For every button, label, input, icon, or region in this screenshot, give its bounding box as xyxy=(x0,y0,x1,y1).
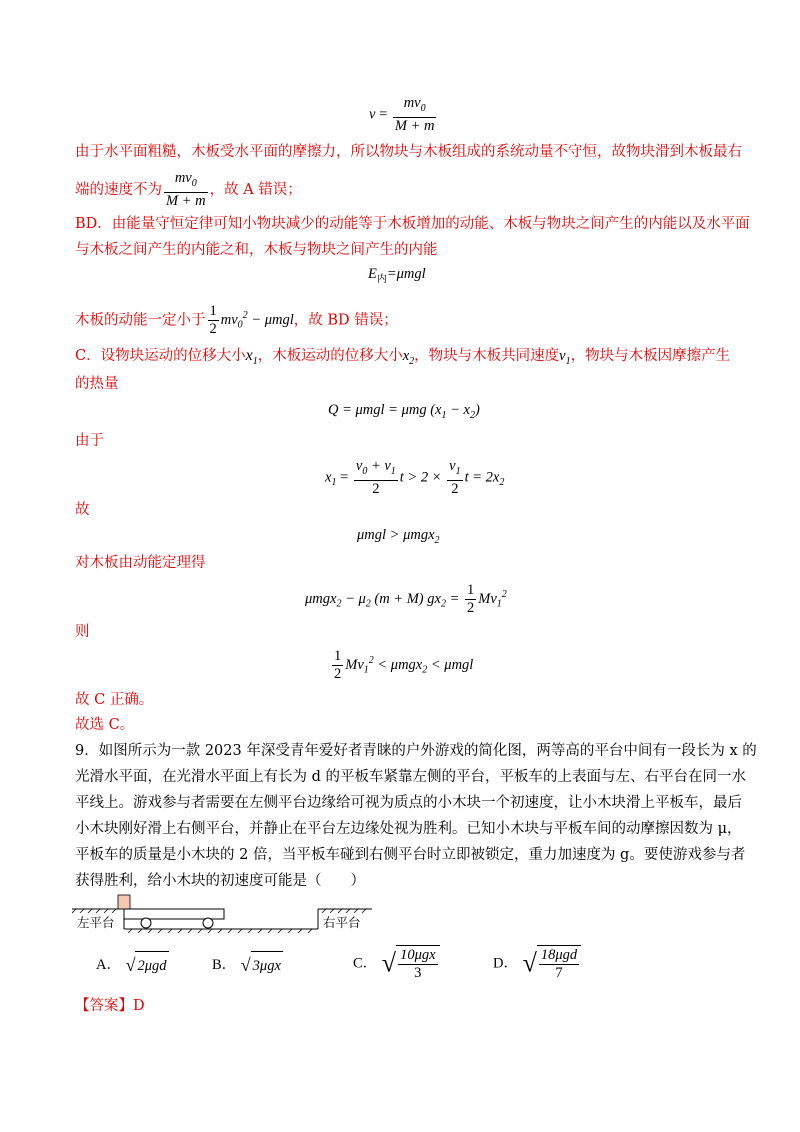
game-figure xyxy=(72,893,372,933)
sqrt-expression: √ 2μgd xyxy=(126,951,169,979)
fraction: $\frac{1}{2}$ xyxy=(209,303,217,337)
paragraph-line: 由于水平面粗糙，木板受水平面的摩擦力，所以物块与木板组成的系统动量不守恒，故物块滑到木板最右 xyxy=(75,144,742,160)
option-c[interactable]: C． √ $\frac{\text{10μgx}}{3}$ xyxy=(353,945,440,982)
question-line: 平板车的质量是小木块的 2 倍，当平板车碰到右侧平台时立即被锁定，重力加速度为 g。要使游戏参与者 xyxy=(75,847,746,863)
fraction: $\frac{mv_0}{M + m}$ xyxy=(394,95,435,134)
question-line: 9．如图所示为一款 2023 年深受青年爱好者青睐的户外游戏的简化图，两等高的平台中间有一段长为 x 的 xyxy=(75,743,757,759)
left-platform-label: 左平台 xyxy=(77,915,115,930)
right-platform-label: 右平台 xyxy=(323,915,361,930)
sqrt-expression: √ $\frac{\text{18μgd}}{7}$ xyxy=(523,945,582,982)
fraction: $\frac{v_0 + v_1}{2}$ xyxy=(355,458,396,497)
option-b[interactable]: B． √ 3μgx xyxy=(212,951,283,979)
question-line: 获得胜利，给小木块的初速度可能是（ ） xyxy=(75,873,365,889)
paragraph-line: C．设物块运动的位移大小$x_1$，木板运动的位移大小$x_2$，物块与木板共同速度$v_1$，物块与木板因摩擦产生 xyxy=(75,347,731,368)
option-d[interactable]: D． √ $\frac{\text{18μgd}}{7}$ xyxy=(493,945,581,982)
paragraph-line: 端的速度不为 $\frac{mv_0}{M + m}$ ，故 A 错误； xyxy=(75,170,302,209)
paragraph-line: 的热量 xyxy=(75,376,119,392)
paragraph-line: 由于 xyxy=(75,433,104,449)
fraction: $\frac{mv_0}{M + m}$ xyxy=(166,170,206,209)
equation-work-energy: $\mu mgx_2 - \mu_2$ (m + M) $gx_2$ = $\frac{1}{2}$ $Mv_1^2$ xyxy=(305,582,507,616)
question-line: 平线上。游戏参与者需要在左侧平台边缘给可视为质点的小木块一个初速度，让小木块滑上平板车，最后 xyxy=(75,795,742,811)
fraction: $\frac{v_1}{2}$ xyxy=(449,458,461,497)
paragraph-line: 故 C 正确。 xyxy=(75,692,154,708)
paragraph-line: 木板的动能一定小于 $\frac{1}{2}$ $mv_0^2 - \mu mgl$，故 BD 错误； xyxy=(75,303,398,337)
fraction: $\frac{1}{2}$ xyxy=(467,582,475,616)
paragraph-line: 故选 C。 xyxy=(75,717,135,733)
question-line: 小木块刚好滑上右侧平台，并静止在平台左边缘处视为胜利。已知小木块与平板车间的动摩擦因数为 μ， xyxy=(75,821,742,837)
paragraph-line: 对木板由动能定理得 xyxy=(75,555,206,571)
answer-value: D xyxy=(133,998,145,1014)
equation-velocity: v = $\frac{mv_0}{M + m}$ xyxy=(369,95,435,134)
option-a[interactable]: A． √ 2μgd xyxy=(96,951,169,979)
sqrt-expression: √ $\frac{\text{10μgx}}{3}$ xyxy=(382,945,440,982)
fraction: $\frac{1}{2}$ xyxy=(334,648,342,682)
equation-final: $\frac{1}{2}$ $Mv_1^2 < \mu mgx_2 < \mu mgl$ xyxy=(334,648,474,682)
question-line: 光滑水平面，在光滑水平面上有长为 d 的平板车紧靠左侧的平台，平板车的上表面与左、右平台在同一水 xyxy=(75,769,746,785)
paragraph-line: 与木板之间产生的内能之和，木板与物块之间产生的内能 xyxy=(75,242,438,258)
paragraph-line: BD．由能量守恒定律可知小物块减少的动能等于木板增加的动能、木板与物块之间产生的内能以及水平面 xyxy=(75,216,750,232)
sqrt-expression: √ 3μgx xyxy=(241,951,283,979)
paragraph-line: 则 xyxy=(75,624,90,640)
equation-inequality: μmgl > μmgx$_2$ xyxy=(357,527,440,546)
answer-label: 【答案】 xyxy=(75,998,133,1014)
equation-displacement: $x_1$ = $\frac{v_0 + v_1}{2}$ t > 2 × $\frac{v_1}{2}$ $t = 2x_2$ xyxy=(325,458,505,497)
equation-internal-energy: $E_内=\mu mgl$ xyxy=(368,266,426,285)
answer-line xyxy=(75,996,145,1016)
equation-heat: Q = μmgl = μmg $(x_1 - x_2)$ xyxy=(328,402,480,421)
paragraph-line: 故 xyxy=(75,502,90,518)
